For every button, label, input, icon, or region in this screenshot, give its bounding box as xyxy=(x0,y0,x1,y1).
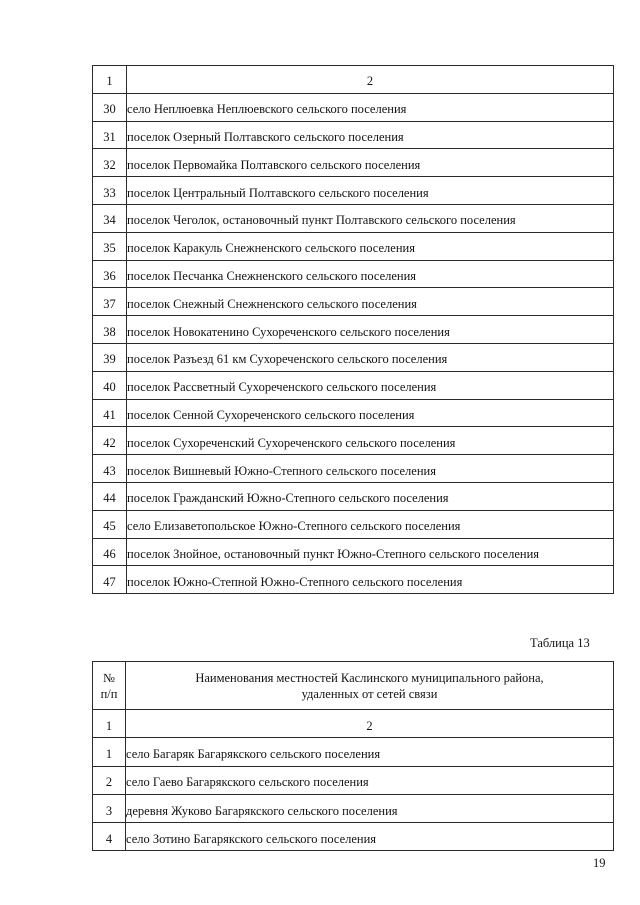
settlement-name: поселок Разъезд 61 км Сухореченского сельского поселения xyxy=(127,343,614,371)
header-title-line2: удаленных от сетей связи xyxy=(301,686,438,701)
table-row xyxy=(93,149,614,177)
settlement-name: поселок Озерный Полтавского сельского поселения xyxy=(127,121,614,149)
table-row xyxy=(93,427,614,455)
settlement-name: поселок Центральный Полтавского сельского поселения xyxy=(127,177,614,205)
settlement-name: поселок Сенной Сухореченского сельского поселения xyxy=(127,399,614,427)
table-row xyxy=(93,371,614,399)
row-number: 34 xyxy=(93,204,127,232)
table-row xyxy=(93,738,614,766)
row-number: 40 xyxy=(93,371,127,399)
settlement-name: поселок Знойное, остановочный пункт Южно-Степного сельского поселения xyxy=(127,538,614,566)
settlement-name: село Гаево Багарякского сельского поселения xyxy=(126,766,614,794)
row-number: 33 xyxy=(93,177,127,205)
settlements-table-continued xyxy=(92,65,614,594)
table-row xyxy=(93,482,614,510)
name-column-header xyxy=(126,662,614,710)
kaslinsky-settlements-table xyxy=(92,661,614,851)
settlement-name: поселок Чеголок, остановочный пункт Полтавского сельского поселения xyxy=(127,204,614,232)
settlement-name: деревня Жуково Багарякского сельского поселения xyxy=(126,794,614,822)
page-number: 19 xyxy=(593,856,606,870)
table-row xyxy=(93,766,614,794)
row-number: 42 xyxy=(93,427,127,455)
table-row xyxy=(93,288,614,316)
row-number: 30 xyxy=(93,93,127,121)
row-number: 45 xyxy=(93,510,127,538)
column-number-2: 2 xyxy=(126,710,614,738)
row-number: 1 xyxy=(93,738,126,766)
table-column-number-row xyxy=(93,66,614,94)
row-number: 31 xyxy=(93,121,127,149)
table-row xyxy=(93,260,614,288)
table-row xyxy=(93,399,614,427)
number-abbrev: п/п xyxy=(100,686,118,701)
row-number: 3 xyxy=(93,794,126,822)
settlement-name: поселок Южно-Степной Южно-Степного сельского поселения xyxy=(127,566,614,594)
row-number: 39 xyxy=(93,343,127,371)
settlement-name: поселок Рассветный Сухореченского сельского поселения xyxy=(127,371,614,399)
column-number-2: 2 xyxy=(127,66,614,94)
table-column-number-row xyxy=(93,710,614,738)
header-title-line1: Наименования местностей Каслинского муниципального района, xyxy=(195,670,544,685)
row-number: 2 xyxy=(93,766,126,794)
row-number: 38 xyxy=(93,316,127,344)
settlement-name: село Зотино Багарякского сельского поселения xyxy=(126,823,614,851)
row-number: 41 xyxy=(93,399,127,427)
table-row xyxy=(93,316,614,344)
table-row xyxy=(93,177,614,205)
row-number: 36 xyxy=(93,260,127,288)
settlement-name: поселок Каракуль Снежненского сельского поселения xyxy=(127,232,614,260)
settlement-name: поселок Сухореченский Сухореченского сельского поселения xyxy=(127,427,614,455)
table-header-row xyxy=(93,662,614,710)
settlement-name: село Елизаветопольское Южно-Степного сельского поселения xyxy=(127,510,614,538)
row-number: 37 xyxy=(93,288,127,316)
table-row xyxy=(93,343,614,371)
row-number: 4 xyxy=(93,823,126,851)
row-number: 32 xyxy=(93,149,127,177)
table-row xyxy=(93,121,614,149)
settlement-name: поселок Снежный Снежненского сельского поселения xyxy=(127,288,614,316)
settlement-name: поселок Песчанка Снежненского сельского поселения xyxy=(127,260,614,288)
table-row xyxy=(93,794,614,822)
settlement-name: поселок Вишневый Южно-Степного сельского поселения xyxy=(127,455,614,483)
table-row xyxy=(93,232,614,260)
settlement-name: село Неплюевка Неплюевского сельского поселения xyxy=(127,93,614,121)
row-number: 47 xyxy=(93,566,127,594)
row-number: 46 xyxy=(93,538,127,566)
table-row xyxy=(93,204,614,232)
row-number: 43 xyxy=(93,455,127,483)
table-row xyxy=(93,566,614,594)
settlement-name: поселок Гражданский Южно-Степного сельского поселения xyxy=(127,482,614,510)
table-caption: Таблица 13 xyxy=(530,636,590,650)
settlement-name: село Багаряк Багарякского сельского поселения xyxy=(126,738,614,766)
row-number: 44 xyxy=(93,482,127,510)
table-row xyxy=(93,455,614,483)
column-number-1: 1 xyxy=(93,710,126,738)
table-row xyxy=(93,510,614,538)
number-column-header xyxy=(93,662,126,710)
table-row xyxy=(93,823,614,851)
settlement-name: поселок Первомайка Полтавского сельского поселения xyxy=(127,149,614,177)
table-row xyxy=(93,93,614,121)
number-sign: № xyxy=(103,670,115,685)
column-number-1: 1 xyxy=(93,66,127,94)
settlement-name: поселок Новокатенино Сухореченского сельского поселения xyxy=(127,316,614,344)
row-number: 35 xyxy=(93,232,127,260)
table-row xyxy=(93,538,614,566)
